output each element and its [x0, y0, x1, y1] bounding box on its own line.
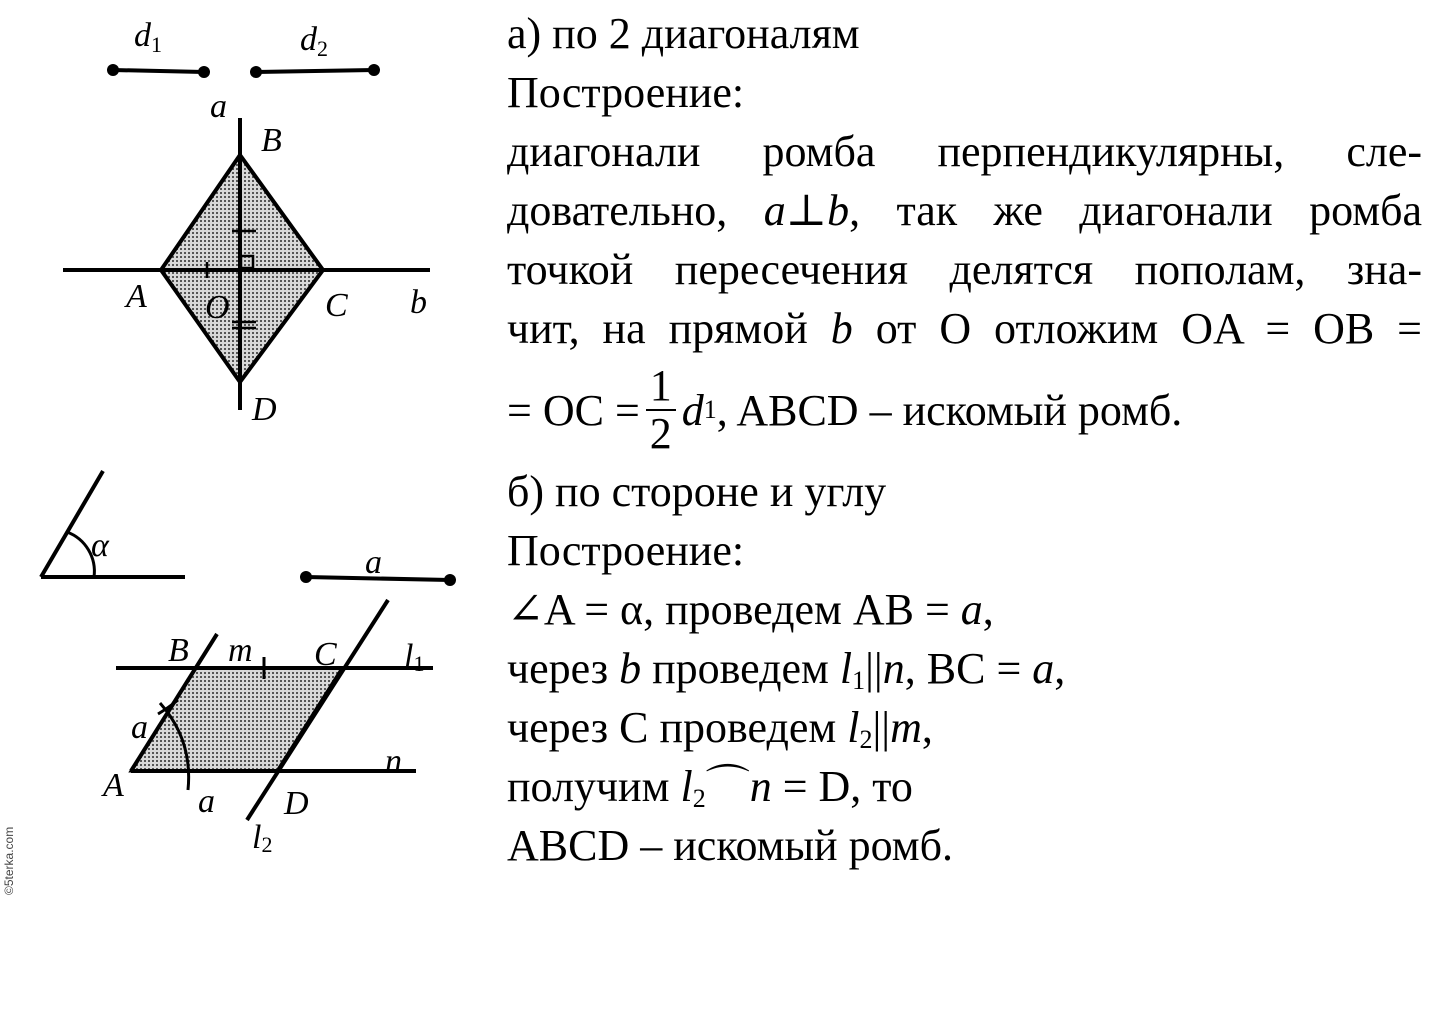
d1-endpoint-left — [107, 64, 119, 76]
watermark-container — [2, 826, 16, 1015]
watermark: ©5terka.com — [2, 826, 16, 895]
label-d1: d1 — [134, 17, 162, 57]
para-a-line-3: точкой пересечения делятся пополам, зна- — [507, 245, 1422, 294]
label-C: C — [325, 287, 348, 324]
label-C2: C — [314, 636, 337, 673]
label-D2: D — [284, 785, 309, 822]
heading-b: б) по стороне и углу — [507, 467, 887, 516]
para-a-line-5: = OC = $\frac{1}{2}$ d 1 , ABCD – искомый ромб. — [507, 361, 1183, 458]
label-a-bottom: a — [198, 783, 215, 820]
label-line-b: b — [410, 284, 427, 321]
d1-endpoint-right — [198, 66, 210, 78]
construction-b-label: Построение: — [507, 526, 745, 575]
heading-a: а) по 2 диагоналям — [507, 9, 860, 58]
para-b-line-3: через C проведем $l_2||m$, — [507, 703, 933, 754]
para-b-line-5: ABCD – искомый ромб. — [507, 821, 953, 870]
segment-a-left-endpoint — [300, 571, 312, 583]
label-A: A — [126, 278, 147, 315]
label-segment-a: a — [365, 544, 382, 581]
label-alpha: α — [91, 527, 109, 564]
label-m: m — [228, 632, 253, 669]
label-l1: l1 — [404, 638, 425, 676]
label-l2: l2 — [252, 819, 273, 857]
d1-segment — [113, 70, 204, 72]
para-b-line-2: через b проведем $l_1||n$, BC = a, — [507, 644, 1066, 695]
label-line-a: a — [210, 88, 227, 125]
para-a-line-4: чит, на прямой b от O отложим OA = OB = — [507, 304, 1422, 353]
label-A2: A — [103, 767, 124, 804]
d2-endpoint-left — [250, 66, 262, 78]
fraction-one-half: $\frac{1}{2}$ — [646, 363, 676, 457]
label-B2: B — [168, 632, 189, 669]
label-O: O — [205, 289, 230, 326]
label-D: D — [252, 391, 277, 428]
para-b-line-1: ∠A = α, проведем AB = a, — [507, 585, 994, 634]
solution-text — [507, 4, 1422, 875]
para-a-line-1: диагонали ромба перпендикулярны, сле- — [507, 127, 1422, 176]
para-b-line-4: получим $l_2⌒n = D$, то — [507, 762, 913, 813]
para-a-line-2: довательно, a⊥b, так же диагонали ромба — [507, 186, 1422, 235]
label-n: n — [385, 743, 402, 780]
figures — [0, 0, 490, 897]
rhombus-diagonals-figure — [63, 17, 430, 428]
segment-a-right-endpoint — [444, 574, 456, 586]
d2-segment — [256, 70, 374, 72]
label-d2: d2 — [300, 21, 328, 61]
construction-a-label: Построение: — [507, 68, 745, 117]
label-a-arc: a — [131, 709, 148, 746]
label-B: B — [261, 122, 282, 159]
d2-endpoint-right — [368, 64, 380, 76]
rhombus-angle-figure — [41, 471, 456, 857]
